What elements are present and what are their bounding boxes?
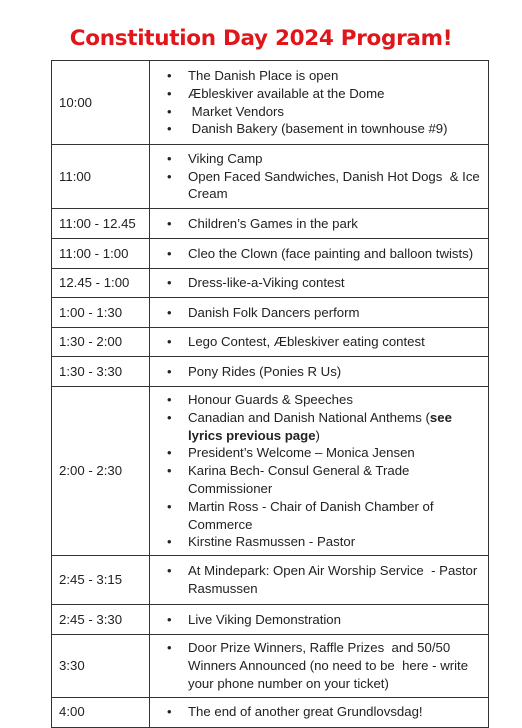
program-row — [52, 269, 489, 298]
activity-list — [150, 215, 484, 233]
program-row — [52, 209, 489, 239]
bullet-icon: • — [167, 245, 172, 261]
time-cell: 10:00 — [52, 61, 150, 145]
activities-cell — [150, 328, 489, 357]
activities-cell — [150, 387, 489, 556]
activities-cell — [150, 61, 489, 145]
time-cell: 1:30 - 3:30 — [52, 357, 150, 387]
program-row — [52, 328, 489, 357]
program-row — [52, 145, 489, 209]
activity-item — [150, 409, 484, 445]
activities-cell — [150, 357, 489, 387]
activities-cell — [150, 298, 489, 328]
activity-item — [150, 562, 484, 598]
activity-item — [150, 462, 484, 498]
activities-cell — [150, 635, 489, 697]
page-title: Constitution Day 2024 Program! — [69, 26, 453, 51]
program-row — [52, 61, 489, 145]
activity-item — [150, 274, 484, 292]
activity-item — [150, 85, 484, 103]
activity-item — [150, 215, 484, 233]
bullet-icon: • — [167, 103, 172, 119]
time-cell: 3:30 — [52, 635, 150, 697]
program-row — [52, 605, 489, 635]
activities-cell — [150, 209, 489, 239]
time-cell: 1:30 - 2:00 — [52, 328, 150, 357]
activity-list — [150, 333, 484, 351]
activity-list — [150, 611, 484, 629]
time-cell: 2:45 - 3:30 — [52, 605, 150, 635]
activity-text: Lego Contest, Æbleskiver eating contest — [188, 334, 425, 350]
activity-list — [150, 274, 484, 292]
time-cell: 1:00 - 1:30 — [52, 298, 150, 328]
bullet-icon: • — [167, 704, 172, 720]
bullet-icon: • — [167, 534, 172, 550]
bullet-icon: • — [167, 392, 172, 407]
bullet-icon: • — [167, 121, 172, 137]
activity-item — [150, 639, 484, 692]
activity-text: Canadian and Danish National Anthems ( — [188, 409, 430, 425]
bullet-icon: • — [167, 498, 172, 514]
time-cell: 12.45 - 1:00 — [52, 269, 150, 298]
activity-list — [150, 245, 484, 263]
activity-item — [150, 498, 484, 534]
program-table — [51, 60, 489, 728]
activities-cell — [150, 239, 489, 269]
activity-text: Children’s Games in the park — [188, 215, 358, 231]
activity-list — [150, 67, 484, 138]
bullet-icon: • — [167, 611, 172, 627]
bullet-icon: • — [167, 150, 172, 166]
bullet-icon: • — [167, 67, 172, 83]
activity-text: Door Prize Winners, Raffle Prizes and 50/50 Winners Announced (no need to be here - write your phone number on your ticket) — [188, 640, 472, 691]
activity-text: Live Viking Demonstration — [188, 611, 341, 627]
activity-text: Danish Bakery (basement in townhouse #9) — [188, 121, 448, 137]
activity-text: Æbleskiver available at the Dome — [188, 85, 385, 101]
activity-text: Dress-like-a-Viking contest — [188, 275, 345, 291]
bullet-icon: • — [167, 640, 172, 656]
bullet-icon: • — [167, 445, 172, 461]
time-cell: 11:00 - 1:00 — [52, 239, 150, 269]
activity-item — [150, 168, 484, 204]
bullet-icon: • — [167, 304, 172, 320]
program-table-body — [52, 61, 489, 728]
activity-item — [150, 333, 484, 351]
activity-item — [150, 703, 484, 721]
activity-item — [150, 150, 484, 168]
program-row — [52, 298, 489, 328]
activity-text: The end of another great Grundlovsdag! — [188, 704, 423, 720]
activity-text: Open Faced Sandwiches, Danish Hot Dogs & Ice Cream — [188, 168, 484, 202]
program-row — [52, 697, 489, 727]
bullet-icon: • — [167, 215, 172, 231]
activity-item — [150, 611, 484, 629]
activities-cell — [150, 556, 489, 605]
activity-text-after: ) — [315, 427, 320, 443]
activities-cell — [150, 145, 489, 209]
activities-cell — [150, 269, 489, 298]
activity-text: President’s Welcome – Monica Jensen — [188, 445, 415, 461]
time-cell: 11:00 - 12.45 — [52, 209, 150, 239]
activity-item — [150, 103, 484, 121]
activity-text: The Danish Place is open — [188, 67, 339, 83]
activity-text-bold: see lyrics previous page — [188, 409, 452, 443]
program-row — [52, 239, 489, 269]
bullet-icon: • — [167, 363, 172, 379]
bullet-icon: • — [167, 409, 172, 425]
activity-item — [150, 120, 484, 138]
activity-text: Kirstine Rasmussen - Pastor — [188, 534, 356, 550]
bullet-icon: • — [167, 563, 172, 579]
activity-item — [150, 67, 484, 85]
activities-cell — [150, 605, 489, 635]
program-row — [52, 357, 489, 387]
time-cell: 11:00 — [52, 145, 150, 209]
activities-cell — [150, 697, 489, 727]
program-row — [52, 635, 489, 697]
activity-list — [150, 391, 484, 551]
activity-list — [150, 304, 484, 322]
program-row — [52, 387, 489, 556]
activity-list — [150, 639, 484, 692]
activity-item — [150, 391, 484, 409]
program-row — [52, 556, 489, 605]
activity-text: Honour Guards & Speeches — [188, 392, 353, 407]
activity-item — [150, 533, 484, 551]
activity-text: Cleo the Clown (face painting and balloon twists) — [188, 245, 474, 261]
time-cell: 2:45 - 3:15 — [52, 556, 150, 605]
activity-item — [150, 245, 484, 263]
activity-item — [150, 304, 484, 322]
bullet-icon: • — [167, 168, 172, 184]
activity-text: Martin Ross - Chair of Danish Chamber of Commerce — [188, 498, 438, 532]
activity-text: Danish Folk Dancers perform — [188, 304, 360, 320]
activity-text: Market Vendors — [188, 103, 285, 119]
time-cell: 4:00 — [52, 697, 150, 727]
bullet-icon: • — [167, 85, 172, 101]
bullet-icon: • — [167, 334, 172, 350]
activity-list — [150, 150, 484, 203]
activity-list — [150, 703, 484, 721]
bullet-icon: • — [167, 463, 172, 479]
bullet-icon: • — [167, 275, 172, 291]
activity-item — [150, 363, 484, 381]
activity-text: Pony Rides (Ponies R Us) — [188, 363, 342, 379]
activity-item — [150, 444, 484, 462]
activity-text: Karina Bech- Consul General & Trade Commissioner — [188, 463, 414, 496]
activity-list — [150, 363, 484, 381]
activity-list — [150, 562, 484, 598]
activity-text: Viking Camp — [188, 150, 263, 166]
activity-text: At Mindepark: Open Air Worship Service - Pastor Rasmussen — [188, 563, 481, 597]
time-cell: 2:00 - 2:30 — [52, 387, 150, 556]
